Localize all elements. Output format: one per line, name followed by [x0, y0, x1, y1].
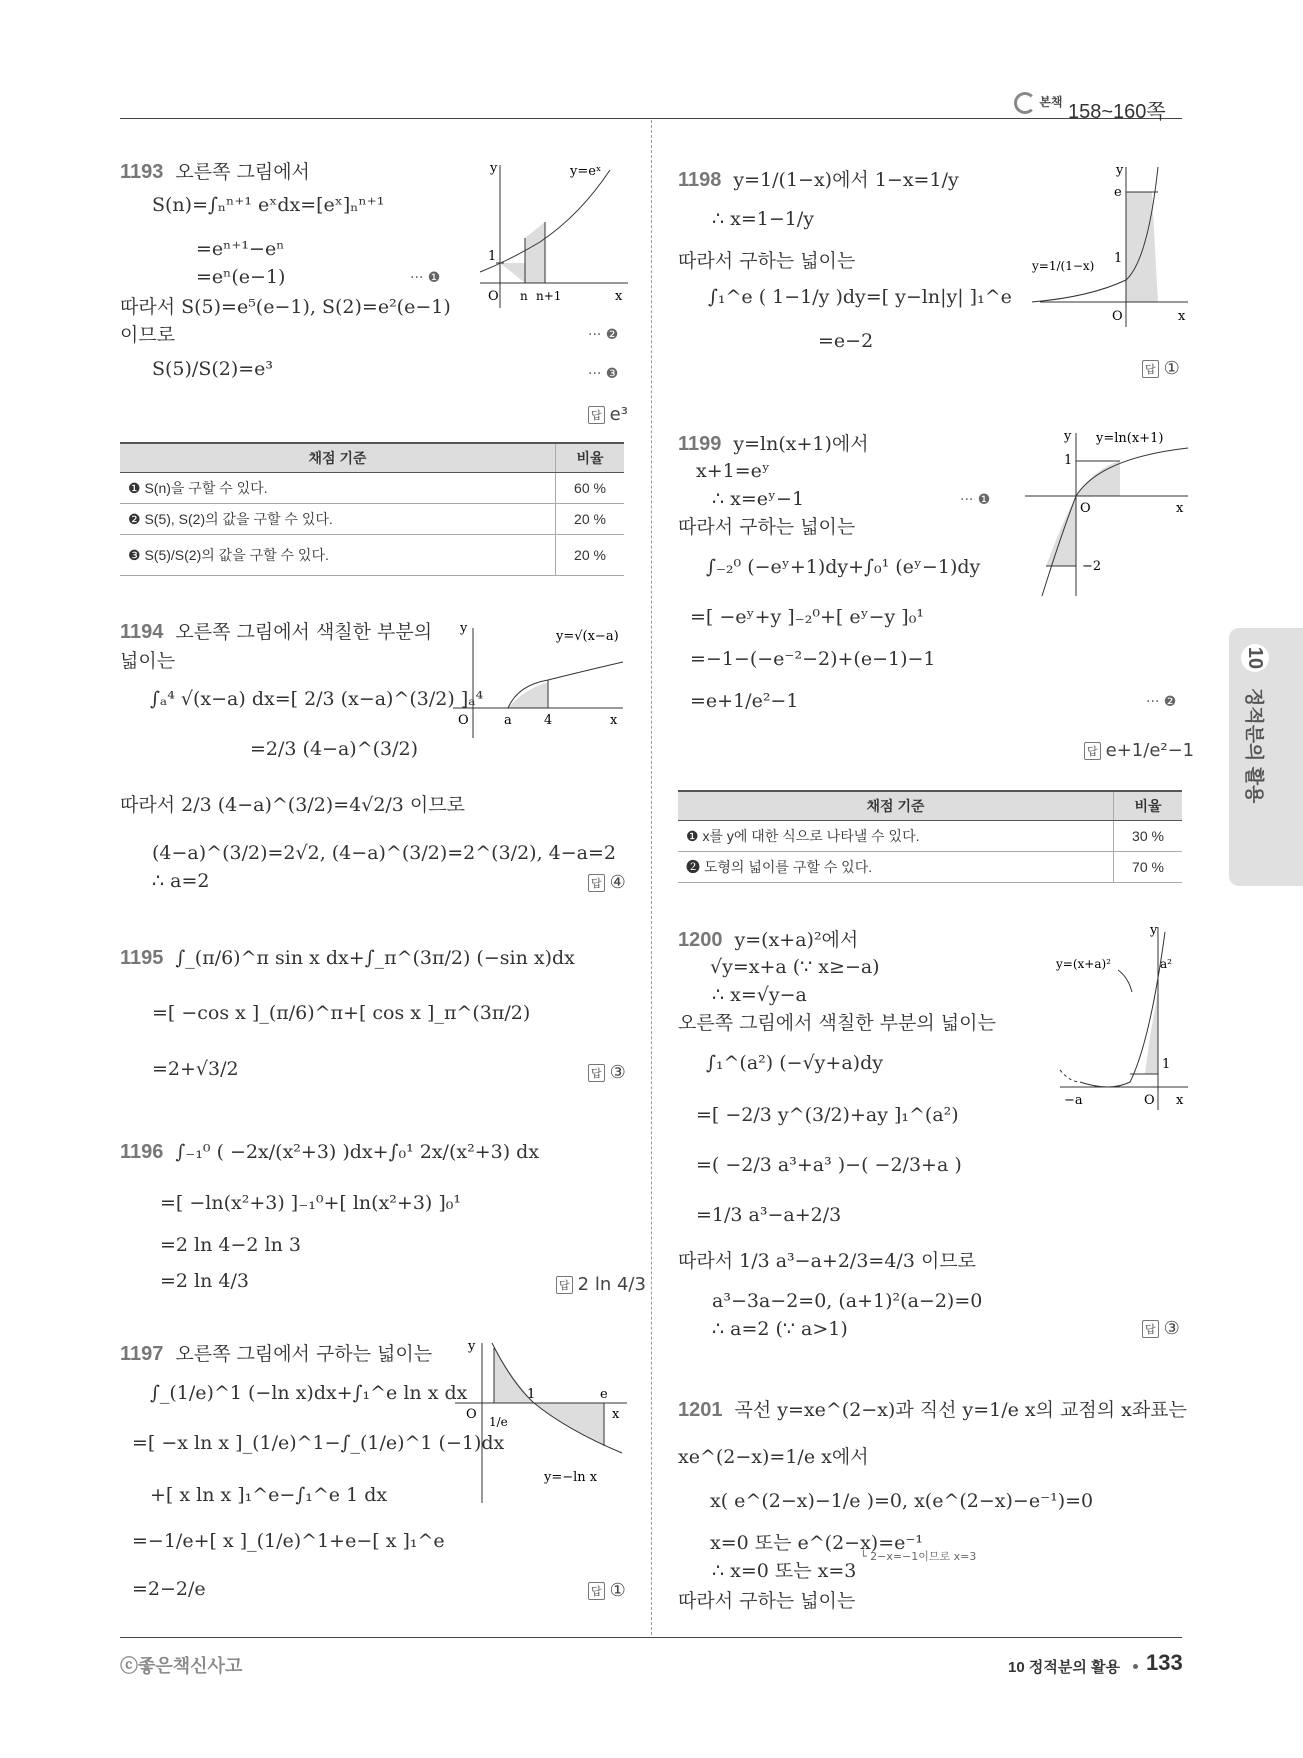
tick-label: 1	[1114, 251, 1123, 266]
tick-label: a²	[1160, 957, 1172, 971]
solution-line: 오른쪽 그림에서 구하는 넓이는	[175, 1343, 433, 1365]
solution-line: x( e^(2−x)−1/e )=0, x(e^(2−x)−e⁻¹)=0	[710, 1490, 1094, 1512]
solution-line: +[ x ln x ]₁^e−∫₁^e 1 dx	[150, 1484, 388, 1506]
page-number: 133	[1146, 1650, 1183, 1675]
x-axis-label: x	[612, 1407, 620, 1422]
tick-label: e	[600, 1387, 608, 1402]
column-divider	[651, 120, 652, 1635]
footer-dot	[1133, 1664, 1138, 1669]
chapter-number: 10	[1241, 644, 1269, 672]
problem-number: 1198	[678, 169, 722, 191]
answer-value: e+1/e²−1	[1105, 740, 1195, 761]
solution-line: 따라서 S(5)=e⁵(e−1), S(2)=e²(e−1)	[120, 296, 451, 318]
footer-chapter: 10 정적분의 활용	[1008, 1659, 1120, 1676]
y-axis-label: y	[1064, 429, 1072, 444]
table-row: ❶ x를 y에 대한 식으로 나타낼 수 있다. 30 %	[678, 821, 1182, 852]
graph-1198	[1030, 162, 1190, 332]
origin-label: O	[1112, 309, 1123, 324]
y-axis-label: y	[1116, 163, 1124, 178]
solution-line: y=1/(1−x)에서 1−x=1/y	[733, 169, 959, 191]
solution-line: =2 ln 4/3	[160, 1270, 249, 1292]
y-axis-label: y	[490, 161, 498, 176]
step-mark: ··· ❶	[960, 492, 991, 508]
return-arrow-icon	[1014, 92, 1036, 114]
solution-line: 따라서 구하는 넓이는	[678, 250, 856, 272]
table-header: 채점 기준	[678, 791, 1114, 821]
x-axis-label: x	[1176, 1093, 1184, 1108]
step-mark: ··· ❸	[588, 366, 619, 382]
solution-line: ∫₁^(a²) (−√y+a)dy	[706, 1052, 883, 1074]
solution-line: 곡선 y=xe^(2−x)과 직선 y=1/e x의 교점의 x좌표는	[734, 1399, 1187, 1421]
origin-label: O	[1080, 501, 1091, 516]
solution-line: =eⁿ(e−1)	[196, 266, 286, 288]
curve-label: y=√(x−a)	[556, 629, 619, 644]
solution-line: 따라서 구하는 넓이는	[678, 1590, 856, 1612]
answer-box: 답	[1142, 1320, 1159, 1338]
curve-label: y=ln(x+1)	[1096, 431, 1164, 446]
tick-label: 1	[488, 249, 497, 264]
answer-value: ③	[609, 1062, 626, 1083]
graph-1194	[448, 620, 628, 740]
answer-value: ①	[1163, 358, 1180, 379]
solution-line: 오른쪽 그림에서 색칠한 부분의	[175, 621, 433, 643]
tick-label: n	[520, 289, 528, 303]
table-row: ❷ S(5), S(2)의 값을 구할 수 있다. 20 %	[120, 504, 624, 535]
table-row: ❸ S(5)/S(2)의 값을 구할 수 있다. 20 %	[120, 535, 624, 576]
step-mark: ··· ❷	[1146, 694, 1177, 710]
answer	[1084, 740, 1194, 761]
tick-label: −2	[1082, 559, 1102, 574]
solution-line: =e−2	[818, 330, 874, 352]
solution-line: =2+√3/2	[152, 1058, 239, 1080]
solution-line: =eⁿ⁺¹−eⁿ	[196, 238, 285, 260]
answer	[588, 404, 628, 425]
x-axis-label: x	[1176, 501, 1184, 516]
solution-line: 따라서 1/3 a³−a+2/3=4/3 이므로	[678, 1250, 977, 1272]
tick-label: 1	[1064, 453, 1073, 468]
problem-number: 1199	[678, 433, 722, 455]
x-axis-label: x	[1178, 309, 1186, 324]
answer-box: 답	[556, 1276, 573, 1294]
curve-label: y=(x+a)²	[1056, 957, 1111, 971]
publisher-logo: ⓒ좋은책신사고	[120, 1656, 243, 1676]
footer-rule	[120, 1637, 1182, 1638]
problem-number: 1201	[678, 1399, 723, 1421]
solution-line: 오른쪽 그림에서	[175, 161, 310, 183]
problem-number: 1195	[120, 947, 164, 969]
solution-line: x=0 또는 e^(2−x)=e⁻¹	[710, 1532, 924, 1554]
curve-label: y=eˣ	[570, 164, 602, 179]
graph-1199	[1020, 428, 1190, 598]
solution-line: =−1/e+[ x ]_(1/e)^1+e−[ x ]₁^e	[132, 1530, 445, 1552]
answer	[1142, 1318, 1180, 1339]
solution-line: ∴ x=eʸ−1	[712, 488, 805, 510]
solution-line: y=ln(x+1)에서	[733, 433, 869, 455]
answer-value: ④	[609, 872, 626, 893]
book-label: 본책	[1039, 95, 1063, 110]
header-pages: 158~160쪽	[1068, 101, 1166, 123]
answer-box: 답	[588, 874, 605, 892]
chapter-title: 정적분의 활용	[1243, 688, 1264, 804]
answer-box: 답	[1142, 360, 1159, 378]
solution-line: =[ −2/3 y^(3/2)+ay ]₁^(a²)	[696, 1104, 959, 1126]
origin-label: O	[1144, 1093, 1155, 1108]
solution-line: =[ −x ln x ]_(1/e)^1−∫_(1/e)^1 (−1)dx	[132, 1432, 505, 1454]
tick-label: e	[1114, 185, 1122, 200]
y-axis-label: y	[460, 621, 468, 636]
graph-1200	[1050, 922, 1190, 1112]
solution-line: y=(x+a)²에서	[734, 929, 859, 951]
grading-table-2	[678, 790, 1182, 883]
solution-line: ∫₁^e ( 1−1/y )dy=[ y−ln|y| ]₁^e	[708, 286, 1012, 308]
solution-line: ∴ a=2	[152, 870, 210, 892]
tick-label: −a	[1064, 1093, 1083, 1108]
solution-line: x+1=eʸ	[696, 460, 770, 482]
solution-line: ∫ₐ⁴ √(x−a) dx=[ 2/3 (x−a)^(3/2) ]ₐ⁴	[150, 688, 484, 710]
graph-1193	[470, 160, 630, 310]
x-axis-label: x	[615, 289, 623, 304]
problem-number: 1196	[120, 1141, 164, 1163]
answer-box: 답	[1084, 742, 1101, 760]
y-axis-label: y	[468, 1339, 476, 1354]
curve-label: y=−ln x	[544, 1470, 598, 1485]
problem-number: 1200	[678, 929, 723, 951]
chapter-side-tab	[1229, 628, 1303, 886]
answer	[1142, 358, 1180, 379]
table-header: 비율	[556, 443, 625, 473]
answer-box: 답	[588, 1582, 605, 1600]
y-axis-label: y	[1150, 923, 1158, 938]
header-rule	[120, 118, 1182, 119]
graph-1197	[452, 1338, 632, 1508]
answer	[556, 1274, 646, 1295]
answer-box: 답	[588, 406, 605, 424]
solution-line: =[ −cos x ]_(π/6)^π+[ cos x ]_π^(3π/2)	[152, 1002, 531, 1024]
solution-line: ∴ x=1−1/y	[712, 208, 814, 230]
solution-line: ∴ a=2 (∵ a>1)	[712, 1318, 848, 1340]
step-mark: ··· ❶	[410, 270, 441, 286]
answer	[588, 872, 626, 893]
solution-line: S(n)=∫ₙⁿ⁺¹ eˣdx=[eˣ]ₙⁿ⁺¹	[152, 194, 385, 216]
origin-label: O	[488, 289, 499, 304]
solution-line: 오른쪽 그림에서 색칠한 부분의 넓이는	[678, 1012, 996, 1034]
solution-line: =−1−(−e⁻²−2)+(e−1)−1	[690, 648, 936, 670]
answer-value: ③	[1163, 1318, 1180, 1339]
answer-value: 2 ln 4/3	[577, 1274, 646, 1295]
solution-line: a³−3a−2=0, (a+1)²(a−2)=0	[712, 1290, 983, 1312]
header	[1014, 92, 1063, 114]
solution-line: =2−2/e	[132, 1578, 206, 1600]
solution-line: =( −2/3 a³+a³ )−( −2/3+a )	[696, 1154, 962, 1176]
solution-line: =[ −ln(x²+3) ]₋₁⁰+[ ln(x²+3) ]₀¹	[160, 1192, 462, 1214]
curve-label: y=1/(1−x)	[1032, 259, 1095, 273]
solution-line: =[ −eʸ+y ]₋₂⁰+[ eʸ−y ]₀¹	[690, 606, 924, 628]
table-header: 비율	[1114, 791, 1183, 821]
solution-line: ∴ x=√y−a	[712, 984, 807, 1006]
solution-line: ∫₋₂⁰ (−eʸ+1)dy+∫₀¹ (eʸ−1)dy	[706, 556, 981, 578]
x-axis-label: x	[610, 713, 618, 728]
side-note: └ 2−x=−1이므로 x=3	[860, 1550, 977, 1563]
solution-line: (4−a)^(3/2)=2√2, (4−a)^(3/2)=2^(3/2), 4−a=2	[152, 842, 617, 864]
solution-line: ∫_(π/6)^π sin x dx+∫_π^(3π/2) (−sin x)dx	[175, 947, 575, 969]
solution-line: 따라서 구하는 넓이는	[678, 516, 856, 538]
tick-label: 4	[544, 713, 553, 728]
table-header: 채점 기준	[120, 443, 556, 473]
solution-line: =2/3 (4−a)^(3/2)	[250, 738, 419, 760]
tick-label: n+1	[536, 289, 562, 303]
solution-line: =1/3 a³−a+2/3	[696, 1204, 842, 1226]
table-row: ❷ 도형의 넓이를 구할 수 있다. 70 %	[678, 852, 1182, 883]
origin-label: O	[458, 713, 469, 728]
solution-line: =2 ln 4−2 ln 3	[160, 1234, 301, 1256]
problem-number: 1193	[120, 161, 164, 183]
solution-line: xe^(2−x)=1/e x에서	[678, 1446, 869, 1468]
answer	[588, 1580, 626, 1601]
tick-label: 1	[1162, 1057, 1171, 1072]
answer-value: ①	[609, 1580, 626, 1601]
tick-label: 1	[527, 1387, 536, 1402]
solution-line: ∫₋₁⁰ ( −2x/(x²+3) )dx+∫₀¹ 2x/(x²+3) dx	[175, 1141, 540, 1163]
solution-line: ∫_(1/e)^1 (−ln x)dx+∫₁^e ln x dx	[150, 1382, 468, 1404]
solution-line: 따라서 2/3 (4−a)^(3/2)=4√2/3 이므로	[120, 794, 465, 816]
table-row: ❶ S(n)을 구할 수 있다. 60 %	[120, 473, 624, 504]
solution-line: 이므로	[120, 324, 176, 346]
solution-line: =e+1/e²−1	[690, 690, 799, 712]
answer-box: 답	[588, 1064, 605, 1082]
answer-value: e³	[609, 404, 628, 425]
grading-table-1	[120, 442, 624, 576]
solution-line: √y=x+a (∵ x≥−a)	[710, 956, 880, 978]
step-mark: ··· ❷	[588, 327, 619, 343]
solution-line: ∴ x=0 또는 x=3	[712, 1560, 857, 1582]
tick-label: a	[504, 713, 512, 728]
problem-number: 1194	[120, 621, 164, 643]
tick-label: 1/e	[489, 1415, 508, 1429]
solution-line: S(5)/S(2)=e³	[152, 358, 274, 380]
origin-label: O	[466, 1407, 477, 1422]
problem-number: 1197	[120, 1343, 164, 1365]
answer	[588, 1062, 626, 1083]
solution-line: 넓이는	[120, 650, 176, 672]
